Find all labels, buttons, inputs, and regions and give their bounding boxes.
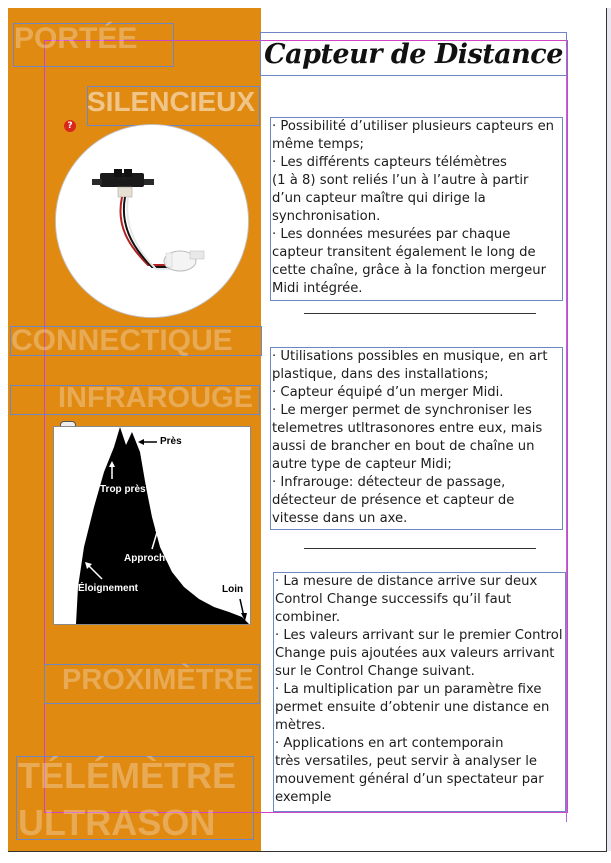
sidebar-word-portee: PORTÉE xyxy=(14,22,138,55)
text-line: détecteur de présence et capteur de xyxy=(272,493,515,508)
sidebar-word-infrarouge: INFRAROUGE xyxy=(58,382,253,414)
text-line: · Les données mesurées par chaque xyxy=(272,227,511,242)
text-line: Control Change successifs qu’il faut xyxy=(275,592,512,607)
text-line: · Le merger permet de synchroniser les xyxy=(272,403,532,418)
text-line: aussi de brancher en bout de chaîne un xyxy=(272,439,535,454)
label-approche: Approche xyxy=(124,553,171,564)
text-block-2[interactable] xyxy=(270,347,563,530)
text-line: (1 à 8) sont reliés l’un à l’autre à partir xyxy=(272,173,529,188)
text-line: · Applications en art contemporain xyxy=(275,736,504,751)
sensor-photo xyxy=(55,124,249,318)
page-title[interactable]: Capteur de Distance xyxy=(260,32,567,76)
label-eloignement: Éloignement xyxy=(78,583,139,594)
text-line: · Capteur équipé d’un merger Midi. xyxy=(272,385,504,400)
text-line: · Possibilité d’utiliser plusieurs capteurs en xyxy=(272,119,555,134)
text-line: · Les différents capteurs télémètres xyxy=(272,155,507,170)
text-line: vitesse dans un axe. xyxy=(272,511,408,526)
separator-2 xyxy=(304,548,536,549)
distance-sensor-image xyxy=(56,125,248,317)
label-pres: Près xyxy=(160,436,182,447)
text-line: · Infrarouge: détecteur de passage, xyxy=(272,475,506,490)
sidebar-word-connectique: CONNECTIQUE xyxy=(11,324,233,357)
text-line: plastique, dans des installations; xyxy=(272,367,489,382)
text-line: combiner. xyxy=(275,610,341,625)
text-block-3[interactable] xyxy=(273,572,566,812)
text-line: très versatiles, peut servir à analyser le xyxy=(275,754,537,769)
text-line: autre type de capteur Midi; xyxy=(272,457,452,472)
graph-arrows xyxy=(54,427,250,624)
text-line: même temps; xyxy=(272,137,364,152)
text-line: Change puis ajoutées aux valeurs arrivant xyxy=(275,646,555,661)
text-line: exemple xyxy=(275,790,332,805)
text-line: synchronisation. xyxy=(272,209,381,224)
text-line: · Utilisations possibles en musique, en art xyxy=(272,349,548,364)
text-line: permet ensuite d’obtenir une distance en xyxy=(275,700,550,715)
sidebar-word-proximetre: PROXIMÈTRE xyxy=(62,664,254,696)
text-line: Midi intégrée. xyxy=(272,281,363,296)
text-line: cette chaîne, grâce à la fonction mergeur xyxy=(272,263,547,278)
text-line: d’un capteur maître qui dirige la xyxy=(272,191,486,206)
text-line: · Les valeurs arrivant sur le premier Control xyxy=(275,628,563,643)
help-icon[interactable]: ? xyxy=(64,120,76,132)
column-guide xyxy=(566,32,567,822)
separator-1 xyxy=(304,313,536,314)
sidebar-word-telemetre-line1: TÉLÉMÈTRE xyxy=(18,755,237,796)
distance-graph xyxy=(53,426,251,625)
label-loin: Loin xyxy=(222,584,244,595)
sidebar-word-telemetre-line2: ULTRASON xyxy=(18,802,216,843)
text-line: · La multiplication par un paramètre fixe xyxy=(275,682,542,697)
document-page xyxy=(8,8,607,852)
text-line: telemetres utltrasonores entre eux, mais xyxy=(272,421,543,436)
sidebar-word-silencieux: SILENCIEUX xyxy=(87,86,256,117)
text-block-1[interactable] xyxy=(270,117,563,301)
text-line: · La mesure de distance arrive sur deux xyxy=(275,574,538,589)
label-trop-pres: Trop près xyxy=(100,484,146,495)
text-line: capteur transitent également le long de xyxy=(272,245,536,260)
text-line: mètres. xyxy=(275,718,326,733)
text-line: sur le Control Change suivant. xyxy=(275,664,475,679)
text-line: mouvement général d’un spectateur par xyxy=(275,772,544,787)
